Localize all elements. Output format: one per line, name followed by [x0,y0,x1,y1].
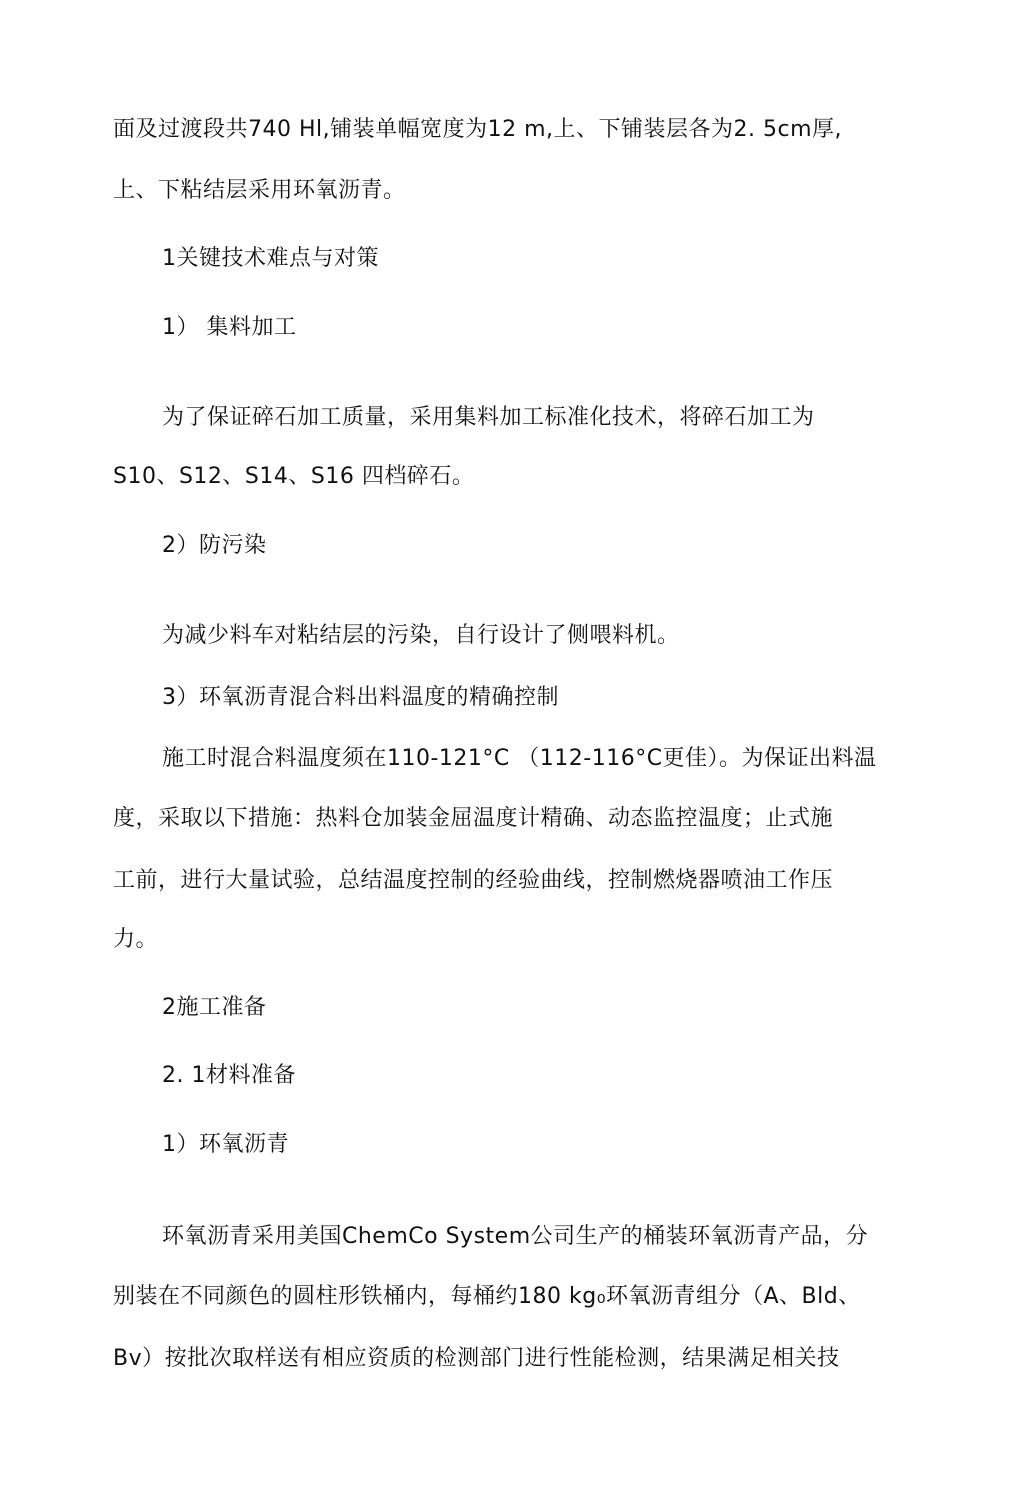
subheading-aggregate-processing: 1） 集料加工 [162,315,297,340]
body-line-6: S10、S12、S14、S16 四档碎石。 [113,464,475,489]
body-line-13: 力。 [113,927,159,952]
body-line-10: 施工时混合料温度须在110-121°C （112-116°C更佳）。为保证出料温 [162,746,877,771]
subheading-anti-pollution: 2）防污染 [162,533,267,558]
body-line-12: 工前，进行大量试验，总结温度控制的经验曲线，控制燃烧器喷油工作压 [113,868,834,893]
body-line-5: 为了保证碎石加工质量，采用集料加工标准化技术，将碎石加工为 [162,405,815,430]
body-line-8: 为减少料车对粘结层的污染，自行设计了侧喂料机。 [162,623,680,648]
section-heading-1: 1关键技术难点与对策 [162,246,379,271]
subheading-epoxy-asphalt: 1）环氧沥青 [162,1132,289,1157]
body-line-1: 面及过渡段共740 Hl,铺装单幅宽度为12 m,上、下铺装层各为2. 5cm厚, [113,117,843,142]
subheading-temperature-control: 3）环氧沥青混合料出料温度的精确控制 [162,685,559,710]
body-line-18: 别装在不同颜色的圆柱形铁桶内，每桶约180 kg₀环氧沥青组分（A、Bld、 [113,1284,861,1309]
body-line-2: 上、下粘结层采用环氧沥青。 [113,178,406,203]
body-line-17: 环氧沥青采用美国ChemCo System公司生产的桶装环氧沥青产品，分 [162,1224,869,1249]
body-line-19: Bv）按批次取样送有相应资质的检测部门进行性能检测，结果满足相关技 [113,1346,840,1371]
body-line-11: 度，采取以下措施：热料仓加装金屈温度计精确、动态监控温度；止式施 [113,806,834,831]
subsection-heading-2-1: 2. 1材料准备 [162,1063,296,1088]
section-heading-2: 2施工准备 [162,995,267,1020]
